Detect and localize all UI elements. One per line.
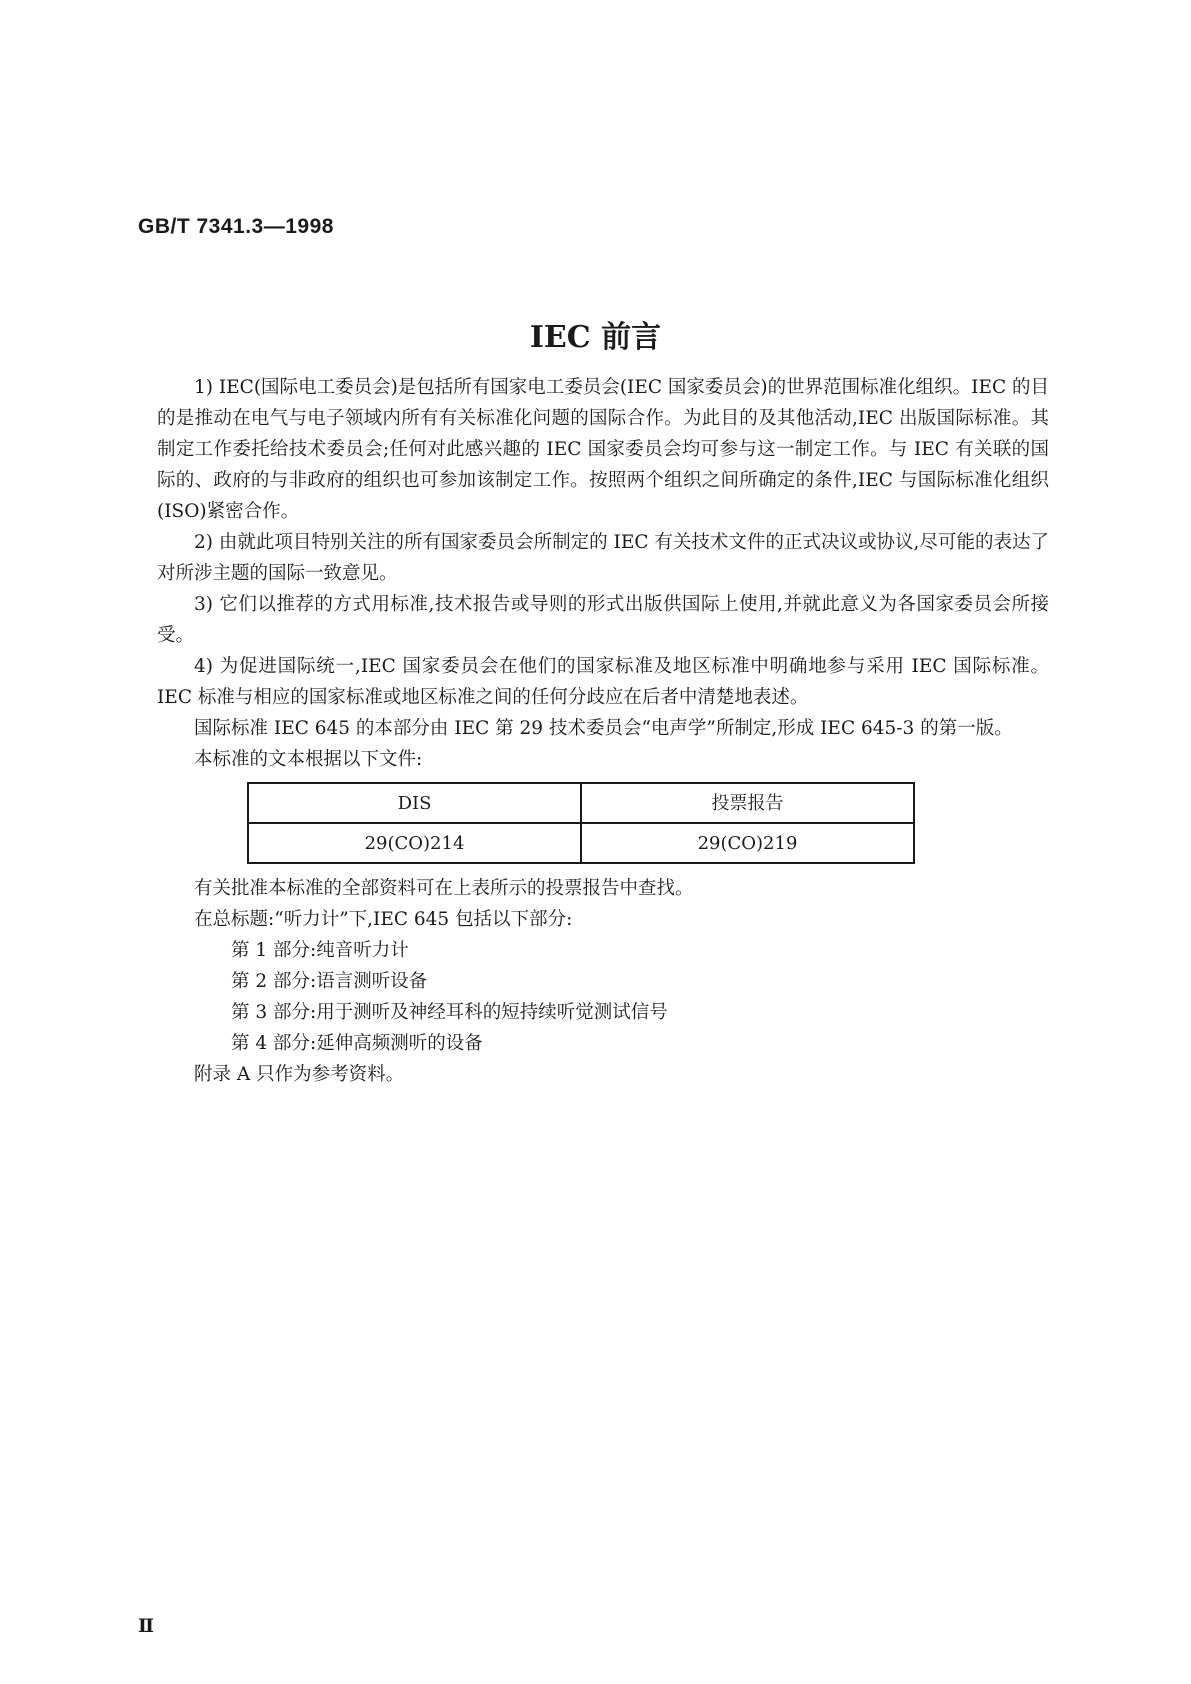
foreword-body xyxy=(157,372,1049,1090)
paragraph-1: 1) IEC(国际电工委员会)是包括所有国家电工委员会(IEC 国家委员会)的世界范围标准化组织。IEC 的目的是推动在电气与电子领域内所有有关标准化问题的国际合作。为此目的及其他活动,IEC 出版国际标准。其制定工作委托给技术委员会;任何对此感兴趣的 IEC 国家委员会均可参与这一制定工作。与 IEC 有关联的国际的、政府的与非政府的组织也可参加该制定工作。按照两个组织之间所确定的条件,IEC 与国际标准化组织(ISO)紧密合作。 xyxy=(157,377,1049,522)
document-table xyxy=(247,782,915,864)
page-title: IEC 前言 xyxy=(529,320,662,355)
page-number: Ⅱ xyxy=(138,1615,155,1637)
table-header-row xyxy=(248,783,914,823)
part-item-2: 第 2 部分:语言测听设备 xyxy=(231,971,428,992)
part-item-1: 第 1 部分:纯音听力计 xyxy=(231,940,409,961)
intro-line-2: 本标准的文本根据以下文件: xyxy=(194,749,423,770)
table-header-dis: DIS xyxy=(248,783,581,823)
intro-line-1: 国际标准 IEC 645 的本部分由 IEC 第 29 技术委员会“电声学”所制定,形成 IEC 645-3 的第一版。 xyxy=(194,718,1013,739)
paragraph-4: 4) 为促进国际统一,IEC 国家委员会在他们的国家标准及地区标准中明确地参与采用 IEC 国际标准。IEC 标准与相应的国家标准或地区标准之间的任何分歧应在后者中清楚地表述。 xyxy=(157,656,1049,708)
after-table-line-2: 在总标题:“听力计”下,IEC 645 包括以下部分: xyxy=(194,909,573,930)
table-cell-vote-report: 29(CO)219 xyxy=(581,823,914,863)
paragraph-2: 2) 由就此项目特别关注的所有国家委员会所制定的 IEC 有关技术文件的正式决议或协议,尽可能的表达了对所涉主题的国际一致意见。 xyxy=(157,532,1049,584)
after-table-line-1: 有关批准本标准的全部资料可在上表所示的投票报告中查找。 xyxy=(194,878,694,899)
table-cell-dis: 29(CO)214 xyxy=(248,823,581,863)
appendix-note: 附录 A 只作为参考资料。 xyxy=(194,1064,405,1085)
table-header-vote-report: 投票报告 xyxy=(581,783,914,823)
standard-number: GB/T 7341.3—1998 xyxy=(138,215,334,238)
paragraph-3: 3) 它们以推荐的方式用标准,技术报告或导则的形式出版供国际上使用,并就此意义为各国家委员会所接受。 xyxy=(157,594,1049,646)
part-item-3: 第 3 部分:用于测听及神经耳科的短持续听觉测试信号 xyxy=(231,1002,668,1023)
table-row xyxy=(248,823,914,863)
part-item-4: 第 4 部分:延伸高频测听的设备 xyxy=(231,1033,483,1054)
